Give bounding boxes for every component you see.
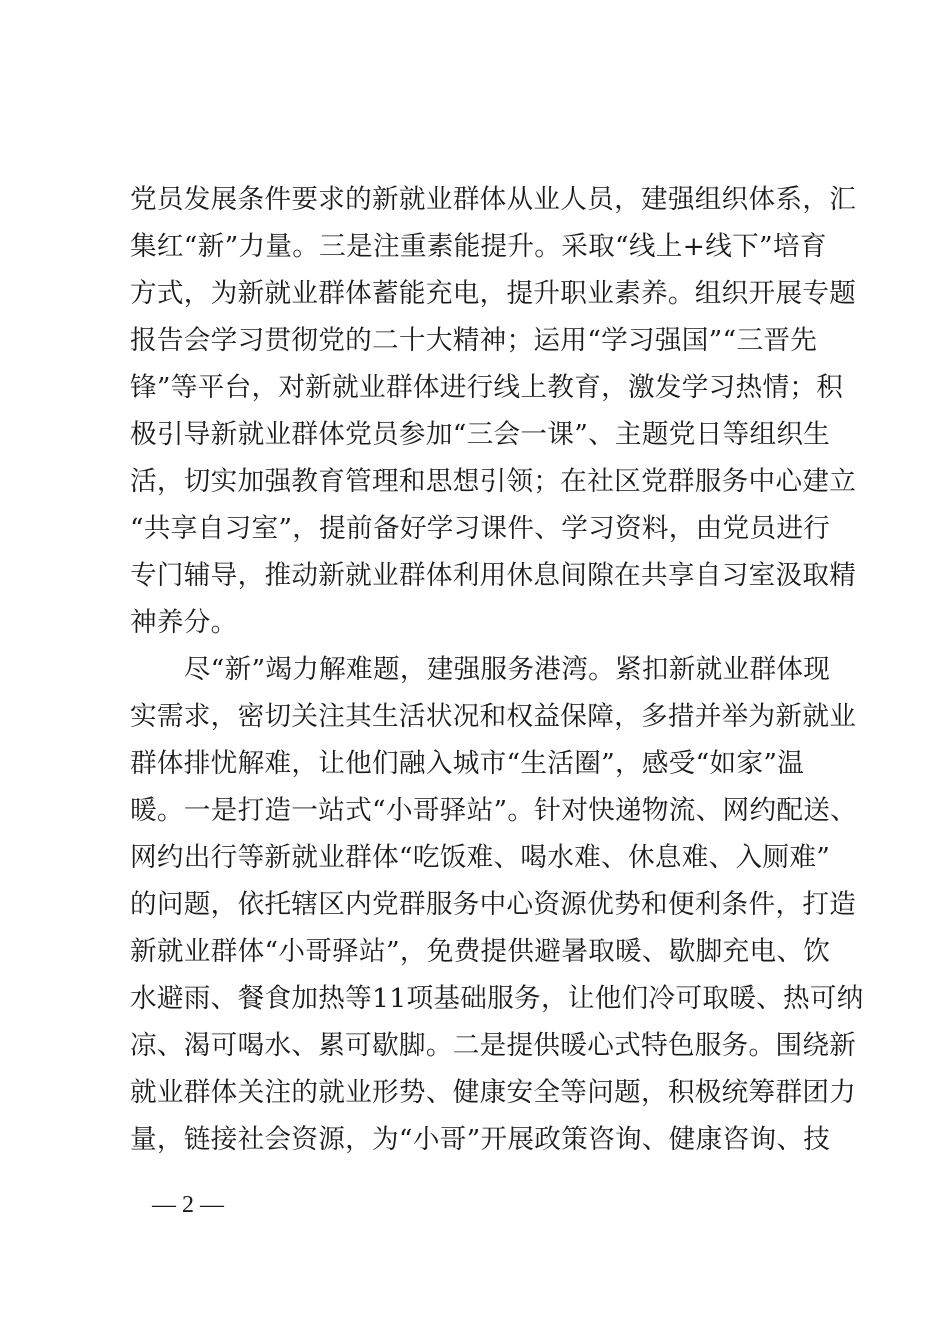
text-line: 量，链接社会资源，为“小哥”开展政策咨询、健康咨询、技 bbox=[130, 1124, 831, 1155]
text-line: 网约出行等新就业群体“吃饭难、喝水难、休息难、入厕难” bbox=[130, 842, 831, 873]
text-line: 群体排忧解难，让他们融入城市“生活圈”，感受“如家”温 bbox=[130, 748, 805, 779]
text-line: 报告会学习贯彻党的二十大精神；运用“学习强国”“三晋先 bbox=[130, 325, 818, 356]
text-line: 水避雨、餐食加热等11项基础服务，让他们冷可取暖、热可纳 bbox=[130, 983, 864, 1014]
text-line: 的问题，依托辖区内党群服务中心资源优势和便利条件，打造 bbox=[130, 889, 857, 920]
text-line: “共享自习室”，提前备好学习课件、学习资料，由党员进行 bbox=[130, 513, 831, 544]
page-number: — 2 — bbox=[152, 1192, 224, 1218]
text-line: 凉、渴可喝水、累可歇脚。二是提供暖心式特色服务。围绕新 bbox=[130, 1030, 857, 1061]
text-line: 极引导新就业群体党员参加“三会一课”、主题党日等组织生 bbox=[130, 419, 831, 450]
text-line: 活，切实加强教育管理和思想引领；在社区党群服务中心建立 bbox=[130, 466, 857, 497]
text-line: 新就业群体“小哥驿站”，免费提供避暑取暖、歇脚充电、饮 bbox=[130, 936, 831, 967]
text-line: 锋”等平台，对新就业群体进行线上教育，激发学习热情；积 bbox=[130, 372, 844, 403]
text-line: 方式，为新就业群体蓄能充电，提升职业素养。组织开展专题 bbox=[130, 278, 857, 309]
text-line: 党员发展条件要求的新就业群体从业人员，建强组织体系，汇 bbox=[130, 184, 857, 215]
paragraph-start-line: 尽“新”竭力解难题，建强服务港湾。紧扣新就业群体现 bbox=[130, 654, 831, 685]
text-line: 暖。一是打造一站式“小哥驿站”。针对快递物流、网约配送、 bbox=[130, 795, 858, 826]
text-line: 神养分。 bbox=[130, 607, 238, 638]
text-line: 就业群体关注的就业形势、健康安全等问题，积极统筹群团力 bbox=[130, 1077, 857, 1108]
text-line: 集红“新”力量。三是注重素能提升。采取“线上+线下”培育 bbox=[130, 231, 827, 262]
text-line: 实需求，密切关注其生活状况和权益保障，多措并举为新就业 bbox=[130, 701, 857, 732]
text-line: 专门辅导，推动新就业群体利用休息间隙在共享自习室汲取精 bbox=[130, 560, 857, 591]
